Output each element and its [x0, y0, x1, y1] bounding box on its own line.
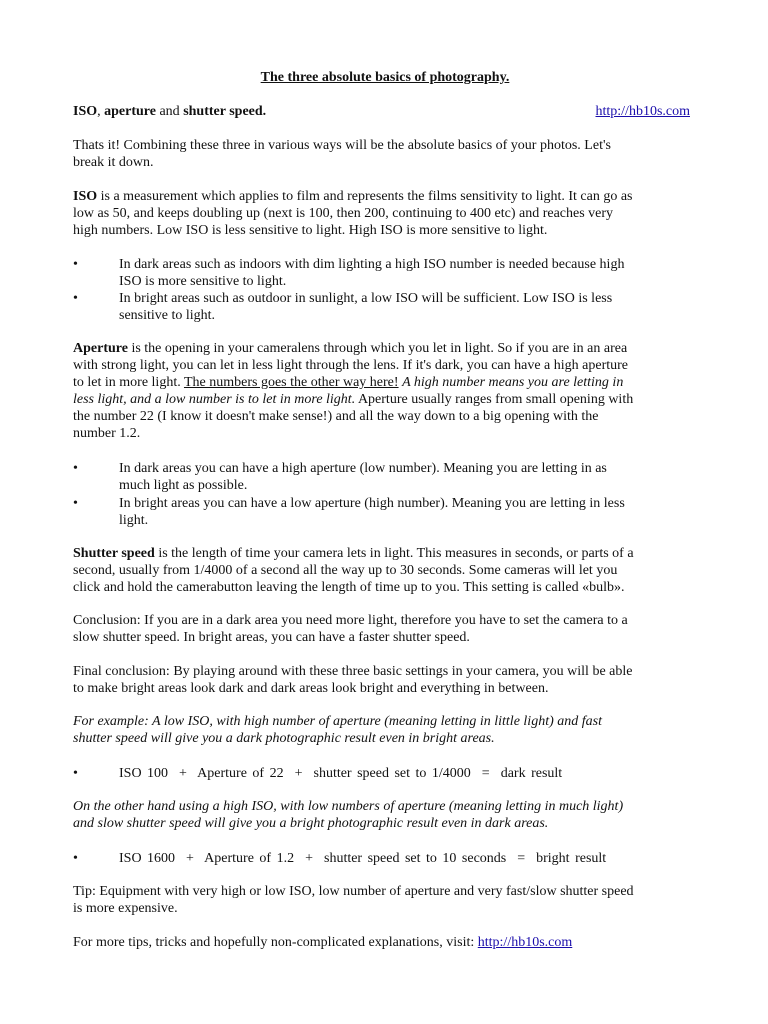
- iso-term: ISO: [73, 189, 98, 204]
- list-item: [73, 460, 697, 494]
- list-item-line: In bright areas such as outdoor in sunlight, a low ISO will be sufficient. Low ISO is less: [119, 291, 613, 306]
- example-line: For example: A low ISO, with high number of aperture (meaning letting in little light) and fast: [73, 714, 602, 729]
- iso-line: high numbers. Low ISO is less sensitive to light. High ISO is more sensitive to light.: [73, 223, 548, 238]
- tip-paragraph: [73, 883, 697, 917]
- shutter-paragraph: [73, 545, 697, 596]
- aperture-line: is the opening in your cameralens through which you let in light. So if you are in an area: [131, 341, 628, 356]
- subject-line: [73, 103, 697, 120]
- aperture-term: Aperture: [73, 341, 128, 356]
- intro-line: Thats it! Combining these three in various ways will be the absolute basics of your photos. Let's: [73, 138, 611, 153]
- example-result: ISO 100 + Aperture of 22 + shutter speed set to 1/4000 = dark result: [119, 766, 563, 781]
- iso-paragraph: [73, 188, 697, 239]
- list-item-line: ISO is more sensitive to light.: [119, 274, 287, 289]
- shutter-term: Shutter speed: [73, 546, 155, 561]
- list-item-line: In bright areas you can have a low aperture (high number). Meaning you are letting in less: [119, 496, 625, 511]
- aperture-line: with strong light, you can let in less light through the lens. If it's dark, you can have a high aperture: [73, 358, 629, 373]
- subject-iso: ISO: [73, 104, 98, 119]
- bullet-icon: •: [73, 851, 78, 866]
- list-item-line: In dark areas such as indoors with dim lighting a high ISO number is needed because high: [119, 257, 625, 272]
- subject-shutter: shutter speed.: [183, 104, 267, 119]
- intro-line: break it down.: [73, 155, 154, 170]
- example-line: and slow shutter speed will give you a bright photographic result even in dark areas.: [73, 816, 549, 831]
- footer-text: For more tips, tricks and hopefully non-complicated explanations, visit:: [73, 935, 475, 950]
- list-item-line: In dark areas you can have a high aperture (low number). Meaning you are letting in as: [119, 461, 607, 476]
- aperture-italic: less light, and a low number is to let in more light.: [73, 392, 356, 407]
- header-link[interactable]: http://hb10s.com: [595, 104, 690, 119]
- list-item: [73, 765, 697, 782]
- aperture-line: Aperture usually ranges from small opening with: [357, 392, 634, 407]
- document-title: The three absolute basics of photography.: [260, 70, 510, 85]
- intro-paragraph: [73, 137, 697, 171]
- shutter-line: second, usually from 1/4000 of a second all the way up to 30 seconds. Some cameras will let you: [73, 563, 618, 578]
- subject-and: and: [159, 104, 180, 119]
- list-item: [73, 256, 697, 290]
- list-item: [73, 290, 697, 324]
- conclusion-paragraph: [73, 612, 697, 646]
- aperture-line: the number 22 (I know it doesn't make sense!) and all the way down to a big opening with the: [73, 409, 599, 424]
- list-item-line: sensitive to light.: [119, 308, 216, 323]
- bullet-icon: •: [73, 461, 78, 476]
- bullet-icon: •: [73, 496, 78, 511]
- final-conclusion-paragraph: [73, 663, 697, 697]
- example-paragraph: [73, 713, 697, 747]
- final-line: to make bright areas look dark and dark areas look bright and everything in between.: [73, 681, 549, 696]
- conclusion-line: Conclusion: If you are in a dark area you need more light, therefore you have to set the camera to a: [73, 613, 628, 628]
- shutter-line: click and hold the camerabutton leaving the length of time up to you. This setting is called «bulb».: [73, 580, 625, 595]
- final-line: Final conclusion: By playing around with these three basic settings in your camera, you will be able: [73, 664, 633, 679]
- footer-paragraph: [73, 934, 697, 951]
- list-item: [73, 495, 697, 529]
- list-item: [73, 850, 697, 867]
- tip-line: Tip: Equipment with very high or low ISO, low number of aperture and very fast/slow shutter speed: [73, 884, 634, 899]
- example-line: shutter speed will give you a dark photographic result even in bright areas.: [73, 731, 495, 746]
- list-item-line: much light as possible.: [119, 478, 248, 493]
- bullet-icon: •: [73, 291, 78, 306]
- shutter-line: is the length of time your camera lets in light. This measures in seconds, or parts of a: [158, 546, 634, 561]
- example-line: On the other hand using a high ISO, with low numbers of aperture (meaning letting in much light): [73, 799, 624, 814]
- example-paragraph: [73, 798, 697, 832]
- aperture-emphasis: The numbers goes the other way here!: [183, 375, 399, 390]
- aperture-line: number 1.2.: [73, 426, 141, 441]
- bullet-icon: •: [73, 257, 78, 272]
- subject-aperture: aperture: [104, 104, 156, 119]
- iso-line: is a measurement which applies to film and represents the films sensitivity to light. It can go as: [100, 189, 633, 204]
- aperture-line: to let in more light.: [73, 375, 181, 390]
- tip-line: is more expensive.: [73, 901, 178, 916]
- list-item-line: light.: [119, 513, 149, 528]
- aperture-italic: A high number means you are letting in: [402, 375, 624, 390]
- footer-link[interactable]: http://hb10s.com: [477, 935, 573, 950]
- example-result: ISO 1600 + Aperture of 1.2 + shutter speed set to 10 seconds = bright result: [119, 851, 607, 866]
- subject-comma: ,: [97, 104, 101, 119]
- iso-line: low as 50, and keeps doubling up (next is 100, then 200, continuing to 400 etc) and reaches very: [73, 206, 614, 221]
- aperture-paragraph: [73, 340, 697, 442]
- bullet-icon: •: [73, 766, 78, 781]
- conclusion-line: slow shutter speed. In bright areas, you can have a faster shutter speed.: [73, 630, 470, 645]
